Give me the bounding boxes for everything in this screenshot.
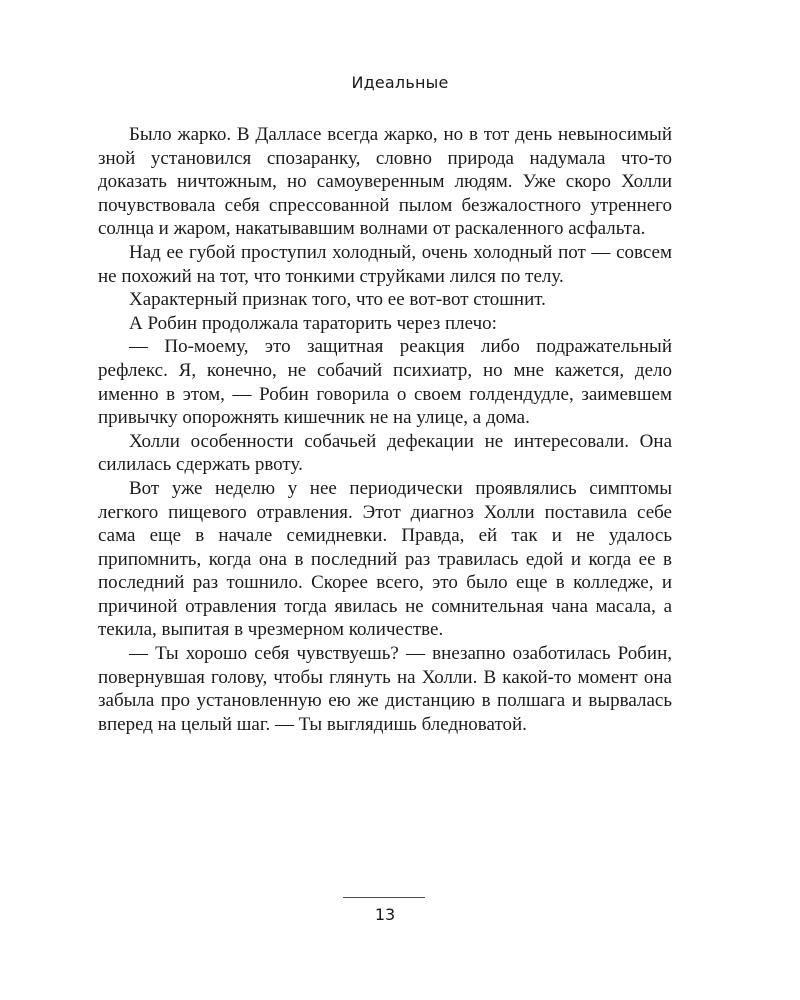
- paragraph: — Ты хорошо себя чувствуешь? — внезапно озаботилась Робин, повернувшая голову, чтобы глянуть на Холли. В какой-то момент она забыла про установленную ею же дистанцию в полшага и вырвалась вперед на целый шаг. — Ты выглядишь бледноватой.: [98, 643, 672, 735]
- paragraph: Характерный признак того, что ее вот-вот стошнит.: [129, 289, 546, 311]
- paragraph: А Робин продолжала тараторить через плечо:: [129, 312, 497, 334]
- body-text: [98, 123, 672, 736]
- paragraph: Над ее губой проступил холодный, очень холодный пот — совсем не похожий на тот, что тонкими струйками лился по телу.: [98, 241, 672, 287]
- paragraph: — По-моему, это защитная реакция либо подражательный рефлекс. Я, конечно, не собачий психиатр, но мне кажется, дело именно в этом, — Робин говорила о своем голдендудле, заимевшем привычку опорожнять кишечник не на улице, а дома.: [98, 336, 672, 429]
- paragraph: Вот уже неделю у нее периодически проявлялись симптомы легкого пищевого отравления. Этот диагноз Холли поставила себе сама еще в начале семидневки. Правда, ей так и не удалось припомнить, когда она в последний раз травилась едой и когда ее в последний раз тошнило. Скорее всего, это было еще в колледже, и причиной отравления тогда явилась не сомнительная чана масала, а текила, выпитая в чрезмерном количестве.: [98, 477, 672, 641]
- running-head: Идеальные: [351, 73, 449, 92]
- folio-rule: [343, 897, 425, 898]
- paragraph: Было жарко. В Далласе всегда жарко, но в тот день невыносимый зной установился спозаранку, словно природа надумала что-то доказать ничтожным, но самоуверенным людям. Уже скоро Холли почувствовала себя спрессованной пылом безжалостного утреннего солнца и жаром, накатывавшим волнами от раскаленного асфальта.: [98, 124, 672, 240]
- paragraph: Холли особенности собачьей дефекации не интересовали. Она силилась сдержать рвоту.: [98, 430, 672, 476]
- page-number: 13: [374, 905, 396, 924]
